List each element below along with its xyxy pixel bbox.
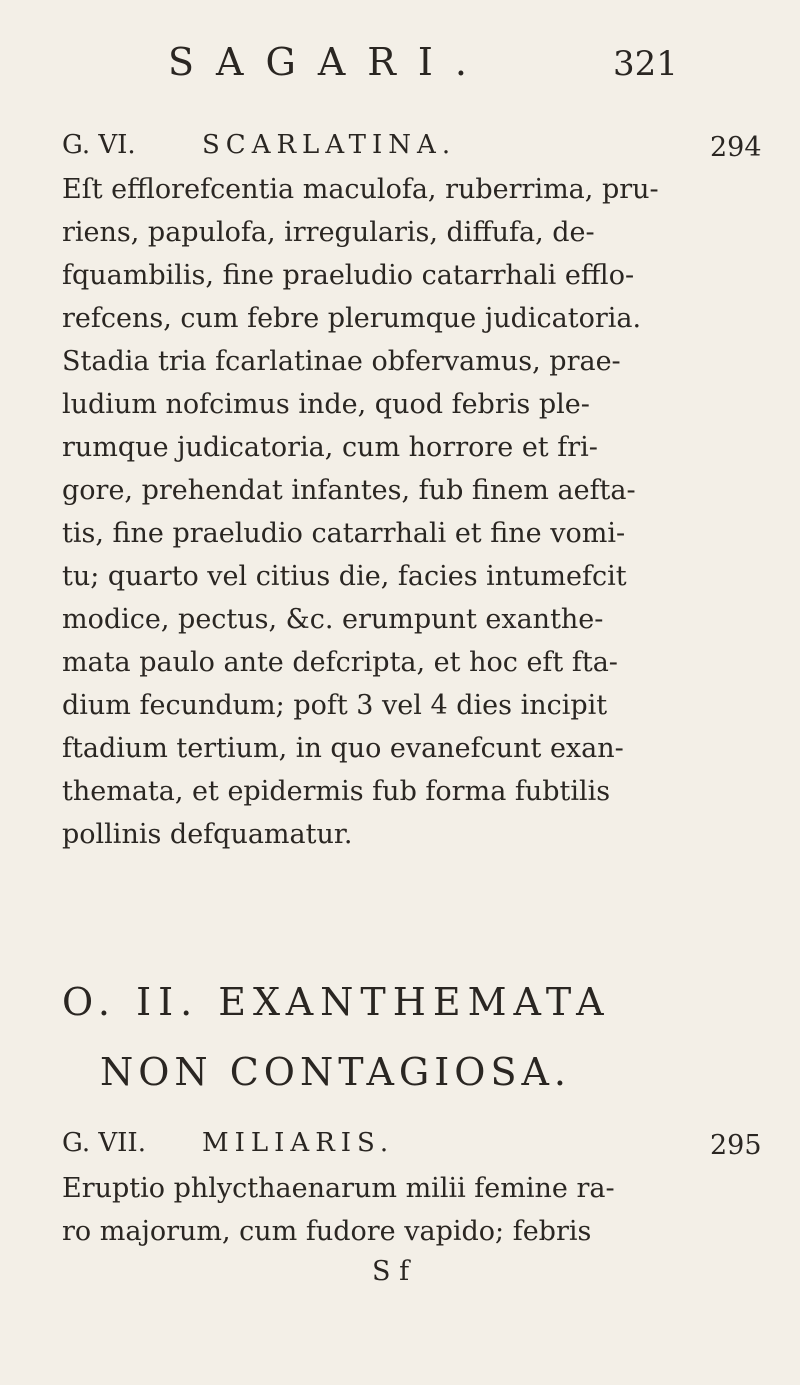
order-subheading: NON CONTAGIOSA.: [100, 1050, 571, 1094]
text-line: tis, fine praeludio catarrhali et fine vomi-: [62, 518, 626, 549]
text-line: pollinis defquamatur.: [62, 819, 353, 850]
running-head: [0, 40, 800, 100]
text-line: ro majorum, cum fudore vapido; febris: [62, 1216, 592, 1247]
text-line: dium fecundum; poft 3 vel 4 dies incipit: [62, 690, 608, 721]
text-line: ftadium tertium, in quo evanefcunt exan-: [62, 733, 624, 764]
genus-name: SCARLATINA.: [202, 130, 457, 160]
order-heading: O. II. EXANTHEMATA: [62, 980, 611, 1024]
page-number: 321: [613, 44, 678, 84]
genus-name: MILIARIS.: [202, 1128, 395, 1158]
genus-heading-miliaris: [62, 1128, 762, 1158]
text-line: fquambilis, fine praeludio catarrhali efflo-: [62, 260, 635, 291]
catchword: S f: [372, 1256, 410, 1287]
text-line: ludium nofcimus inde, quod febris ple-: [62, 389, 590, 420]
text-line: tu; quarto vel citius die, facies intumefcit: [62, 561, 627, 592]
text-line: rumque judicatoria, cum horrore et fri-: [62, 432, 598, 463]
genus-heading-scarlatina: [62, 130, 762, 160]
text-line: refcens, cum febre plerumque judicatoria.: [62, 303, 642, 334]
text-line: Eruptio phlycthaenarum milii femine ra-: [62, 1173, 615, 1204]
genus-number: G. VII.: [62, 1128, 146, 1158]
text-line: riens, papulofa, irregularis, diffufa, de-: [62, 217, 595, 248]
paragraph-scarlatina: [62, 168, 722, 856]
text-line: gore, prehendat infantes, fub finem aefta-: [62, 475, 636, 506]
text-line: Stadia tria fcarlatinae obfervamus, prae-: [62, 346, 621, 377]
text-line: themata, et epidermis fub forma fubtilis: [62, 776, 611, 807]
margin-number: 294: [710, 132, 762, 163]
genus-number: G. VI.: [62, 130, 136, 160]
text-line: modice, pectus, &c. erumpunt exanthe-: [62, 604, 604, 635]
text-line: mata paulo ante defcripta, et hoc eft fta-: [62, 647, 618, 678]
margin-number: 295: [710, 1130, 762, 1161]
paragraph-miliaris: [62, 1167, 722, 1253]
text-line: Eſt efflorefcentia maculofa, ruberrima, pru-: [62, 174, 659, 205]
running-title: SAGARI.: [168, 40, 489, 84]
